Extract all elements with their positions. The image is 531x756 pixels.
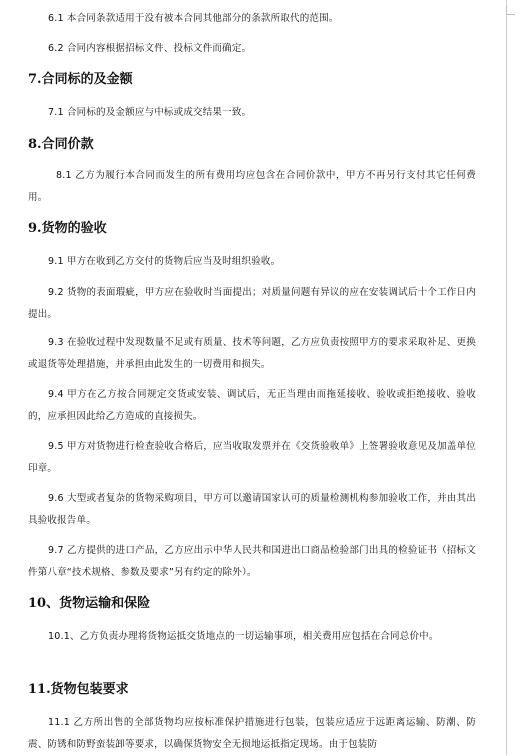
clause-9-4: 9.4 甲方在乙方按合同规定交货或安装、调试后，无正当理由而拖延接收、验收或拒绝接收、验收的，应承担因此给乙方造成的直接损失。: [28, 389, 476, 422]
clause-6-2: 6.2 合同内容根据招标文件、投标文件而确定。: [48, 43, 252, 54]
clause-9-3: 9.3 在验收过程中发现数量不足或有质量、技术等问题，乙方应负责按照甲方的要求采取补足、更换或退货等处理措施，并承担由此发生的一切费用和损失。: [28, 337, 476, 370]
heading-8: 8.合同价款: [28, 137, 94, 152]
clause-6-1: 6.1 本合同条款适用于没有被本合同其他部分的条款所取代的范围。: [48, 13, 339, 24]
clause-9-5: 9.5 甲方对货物进行检查验收合格后，应当收取发票并在《交货验收单》上签署验收意见及加盖单位印章。: [28, 441, 476, 474]
heading-9: 9.货物的验收: [28, 221, 107, 236]
clause-9-1: 9.1 甲方在收到乙方交付的货物后应当及时组织验收。: [48, 256, 281, 267]
heading-10: 10、货物运输和保险: [28, 596, 151, 611]
clause-9-2: 9.2 货物的表面瑕疵，甲方应在验收时当面提出；对质量问题有异议的应在安装调试后十个工作日内提出。: [28, 287, 476, 320]
page-corner-mark: [506, 6, 515, 15]
heading-11: 11.货物包装要求: [28, 682, 129, 697]
page-edge-line: [506, 0, 507, 755]
clause-10-1: 10.1、乙方负责办理将货物运抵交货地点的一切运输事项，相关费用应包括在合同总价中。: [48, 631, 439, 642]
clause-9-7: 9.7 乙方提供的进口产品，乙方应出示中华人民共和国进出口商品检验部门出具的检验证书（招标文件第八章“技术规格、参数及要求”另有约定的除外）。: [28, 545, 476, 578]
clause-11-1: 11.1 乙方所出售的全部货物均应按标准保护措施进行包装，包装应适应于远距离运输、防潮、防震、防锈和防野蛮装卸等要求，以确保货物安全无损地运抵指定现场。由于包装防: [28, 717, 476, 750]
clause-7-1: 7.1 合同标的及金额应与中标或成交结果一致。: [48, 107, 252, 118]
heading-7: 7.合同标的及金额: [28, 72, 133, 87]
clause-9-6: 9.6 大型或者复杂的货物采购项目，甲方可以邀请国家认可的质量检测机构参加验收工作，并由其出具验收报告单。: [28, 493, 476, 526]
clause-8-1: 8.1 乙方为履行本合同而发生的所有费用均应包含在合同价款中，甲方不再另行支付其它任何费用。: [28, 170, 476, 203]
